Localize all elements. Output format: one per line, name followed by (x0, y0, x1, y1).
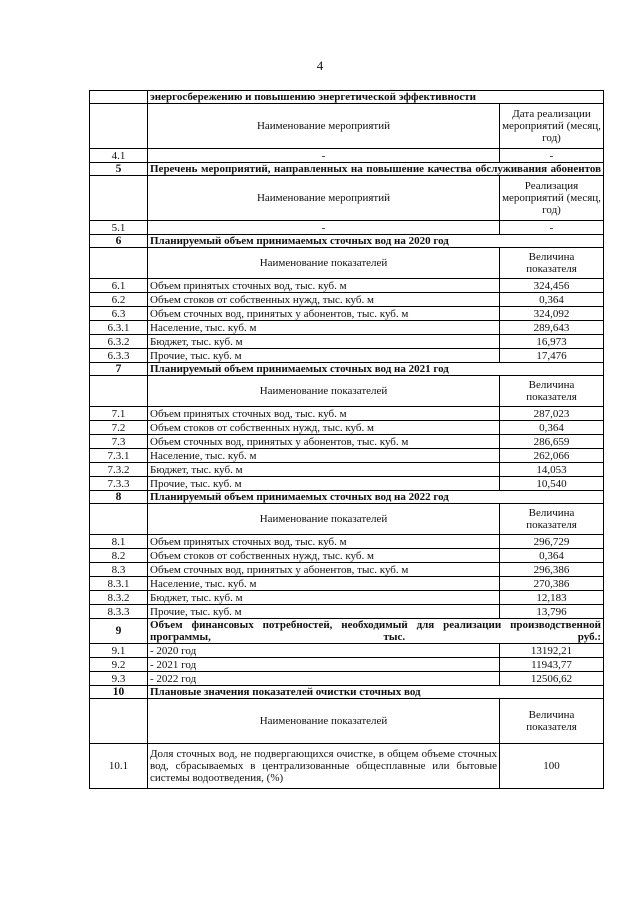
table-row (90, 248, 604, 279)
indicator-name: Население, тыс. куб. м (148, 449, 500, 463)
table-row (90, 491, 604, 504)
indicator-name: Прочие, тыс. куб. м (148, 605, 500, 619)
indicator-value: 262,066 (500, 449, 604, 463)
indicator-name: - 2021 год (148, 658, 500, 672)
indicator-name: Бюджет, тыс. куб. м (148, 463, 500, 477)
table-row (90, 321, 604, 335)
program-table (89, 90, 604, 789)
row-number: 8.3.1 (90, 577, 148, 591)
indicator-name: Объем сточных вод, принятых у абонентов, тыс. куб. м (148, 563, 500, 577)
table-row (90, 463, 604, 477)
table-row (90, 376, 604, 407)
row-number (90, 104, 148, 149)
indicator-value: 14,053 (500, 463, 604, 477)
indicator-name: Объем принятых сточных вод, тыс. куб. м (148, 407, 500, 421)
table-row (90, 335, 604, 349)
column-header: Наименование показателей (148, 699, 500, 744)
table-row (90, 658, 604, 672)
row-number: 8.3.3 (90, 605, 148, 619)
indicator-value: - (500, 149, 604, 163)
value-header: Величина показателя (500, 504, 604, 535)
table-row (90, 104, 604, 149)
indicator-value: 11943,77 (500, 658, 604, 672)
indicator-value: 12506,62 (500, 672, 604, 686)
indicator-name: Объем сточных вод, принятых у абонентов, тыс. куб. м (148, 435, 500, 449)
indicator-name: Объем стоков от собственных нужд, тыс. куб. м (148, 549, 500, 563)
value-header: Реализация мероприятий (месяц, год) (500, 176, 604, 221)
indicator-name: Объем принятых сточных вод, тыс. куб. м (148, 279, 500, 293)
table-row (90, 591, 604, 605)
column-header: Наименование показателей (148, 248, 500, 279)
indicator-name: Население, тыс. куб. м (148, 321, 500, 335)
row-number (90, 376, 148, 407)
row-number: 6.3.1 (90, 321, 148, 335)
row-number: 8 (90, 491, 148, 504)
indicator-name: Объем принятых сточных вод, тыс. куб. м (148, 535, 500, 549)
indicator-value: 289,643 (500, 321, 604, 335)
table-row (90, 504, 604, 535)
indicator-name: Прочие, тыс. куб. м (148, 349, 500, 363)
indicator-name: - 2020 год (148, 644, 500, 658)
table-row (90, 549, 604, 563)
table-row (90, 563, 604, 577)
indicator-value: 324,456 (500, 279, 604, 293)
indicator-name: - (148, 221, 500, 235)
indicator-value: 12,183 (500, 591, 604, 605)
row-number (90, 248, 148, 279)
value-header: Величина показателя (500, 248, 604, 279)
section-title: Планируемый объем принимаемых сточных вод на 2021 год (148, 363, 604, 376)
row-number: 7.3.2 (90, 463, 148, 477)
section-title: энергосбережению и повышению энергетической эффективности (148, 91, 604, 104)
indicator-value: 296,729 (500, 535, 604, 549)
indicator-value: 0,364 (500, 549, 604, 563)
table-row (90, 421, 604, 435)
indicator-name: Доля сточных вод, не подвергающихся очистке, в общем объеме сточных вод, сбрасываемых в централизованные общесплавные или бытовые системы водоотведения, (%) (148, 744, 500, 789)
table-row (90, 449, 604, 463)
table-row (90, 279, 604, 293)
column-header: Наименование мероприятий (148, 176, 500, 221)
row-number: 8.1 (90, 535, 148, 549)
indicator-value: 0,364 (500, 421, 604, 435)
table-row (90, 577, 604, 591)
indicator-value: - (500, 221, 604, 235)
table-row (90, 307, 604, 321)
row-number: 4.1 (90, 149, 148, 163)
table-row (90, 686, 604, 699)
row-number: 6.3.3 (90, 349, 148, 363)
row-number: 7 (90, 363, 148, 376)
indicator-value: 100 (500, 744, 604, 789)
table-row (90, 349, 604, 363)
table-row (90, 407, 604, 421)
column-header: Наименование показателей (148, 504, 500, 535)
row-number: 10.1 (90, 744, 148, 789)
row-number: 9 (90, 619, 148, 644)
row-number (90, 504, 148, 535)
table-row (90, 363, 604, 376)
indicator-value: 17,476 (500, 349, 604, 363)
row-number: 8.3.2 (90, 591, 148, 605)
indicator-name: Объем стоков от собственных нужд, тыс. куб. м (148, 293, 500, 307)
table-row (90, 644, 604, 658)
row-number: 6.1 (90, 279, 148, 293)
section-title: Объем финансовых потребностей, необходимый для реализации производственной программы, тыс. руб.: (148, 619, 604, 644)
indicator-value: 296,386 (500, 563, 604, 577)
row-number: 10 (90, 686, 148, 699)
section-title: Перечень мероприятий, направленных на повышение качества обслуживания абонентов (148, 163, 604, 176)
row-number: 7.3.3 (90, 477, 148, 491)
row-number: 7.3.1 (90, 449, 148, 463)
table-row (90, 535, 604, 549)
section-title: Плановые значения показателей очистки сточных вод (148, 686, 604, 699)
indicator-value: 287,023 (500, 407, 604, 421)
indicator-name: Население, тыс. куб. м (148, 577, 500, 591)
row-number: 6 (90, 235, 148, 248)
row-number: 7.3 (90, 435, 148, 449)
table-row (90, 221, 604, 235)
page-number: 4 (316, 58, 324, 73)
table-row (90, 293, 604, 307)
row-number: 7.2 (90, 421, 148, 435)
table-row (90, 744, 604, 789)
row-number (90, 91, 148, 104)
table-row (90, 176, 604, 221)
row-number: 5 (90, 163, 148, 176)
table-row (90, 435, 604, 449)
row-number: 8.3 (90, 563, 148, 577)
row-number: 9.2 (90, 658, 148, 672)
section-title: Планируемый объем принимаемых сточных вод на 2020 год (148, 235, 604, 248)
row-number: 9.1 (90, 644, 148, 658)
table-row (90, 149, 604, 163)
indicator-name: Бюджет, тыс. куб. м (148, 591, 500, 605)
table-row (90, 619, 604, 644)
column-header: Наименование показателей (148, 376, 500, 407)
table-row (90, 699, 604, 744)
table-row (90, 163, 604, 176)
table-row (90, 91, 604, 104)
table-row (90, 672, 604, 686)
indicator-value: 13,796 (500, 605, 604, 619)
indicator-value: 0,364 (500, 293, 604, 307)
row-number (90, 176, 148, 221)
value-header: Дата реализации мероприятий (месяц, год) (500, 104, 604, 149)
indicator-name: - (148, 149, 500, 163)
indicator-value: 16,973 (500, 335, 604, 349)
indicator-value: 270,386 (500, 577, 604, 591)
column-header: Наименование мероприятий (148, 104, 500, 149)
value-header: Величина показателя (500, 699, 604, 744)
row-number: 5.1 (90, 221, 148, 235)
indicator-value: 10,540 (500, 477, 604, 491)
indicator-name: - 2022 год (148, 672, 500, 686)
table-row (90, 605, 604, 619)
indicator-name: Прочие, тыс. куб. м (148, 477, 500, 491)
row-number: 7.1 (90, 407, 148, 421)
table-body (90, 91, 604, 789)
indicator-value: 13192,21 (500, 644, 604, 658)
row-number: 6.2 (90, 293, 148, 307)
table-row (90, 235, 604, 248)
indicator-value: 324,092 (500, 307, 604, 321)
indicator-name: Объем стоков от собственных нужд, тыс. куб. м (148, 421, 500, 435)
row-number: 8.2 (90, 549, 148, 563)
value-header: Величина показателя (500, 376, 604, 407)
indicator-name: Объем сточных вод, принятых у абонентов, тыс. куб. м (148, 307, 500, 321)
row-number: 6.3.2 (90, 335, 148, 349)
row-number: 6.3 (90, 307, 148, 321)
section-title: Планируемый объем принимаемых сточных вод на 2022 год (148, 491, 604, 504)
indicator-name: Бюджет, тыс. куб. м (148, 335, 500, 349)
row-number (90, 699, 148, 744)
row-number: 9.3 (90, 672, 148, 686)
table-row (90, 477, 604, 491)
indicator-value: 286,659 (500, 435, 604, 449)
